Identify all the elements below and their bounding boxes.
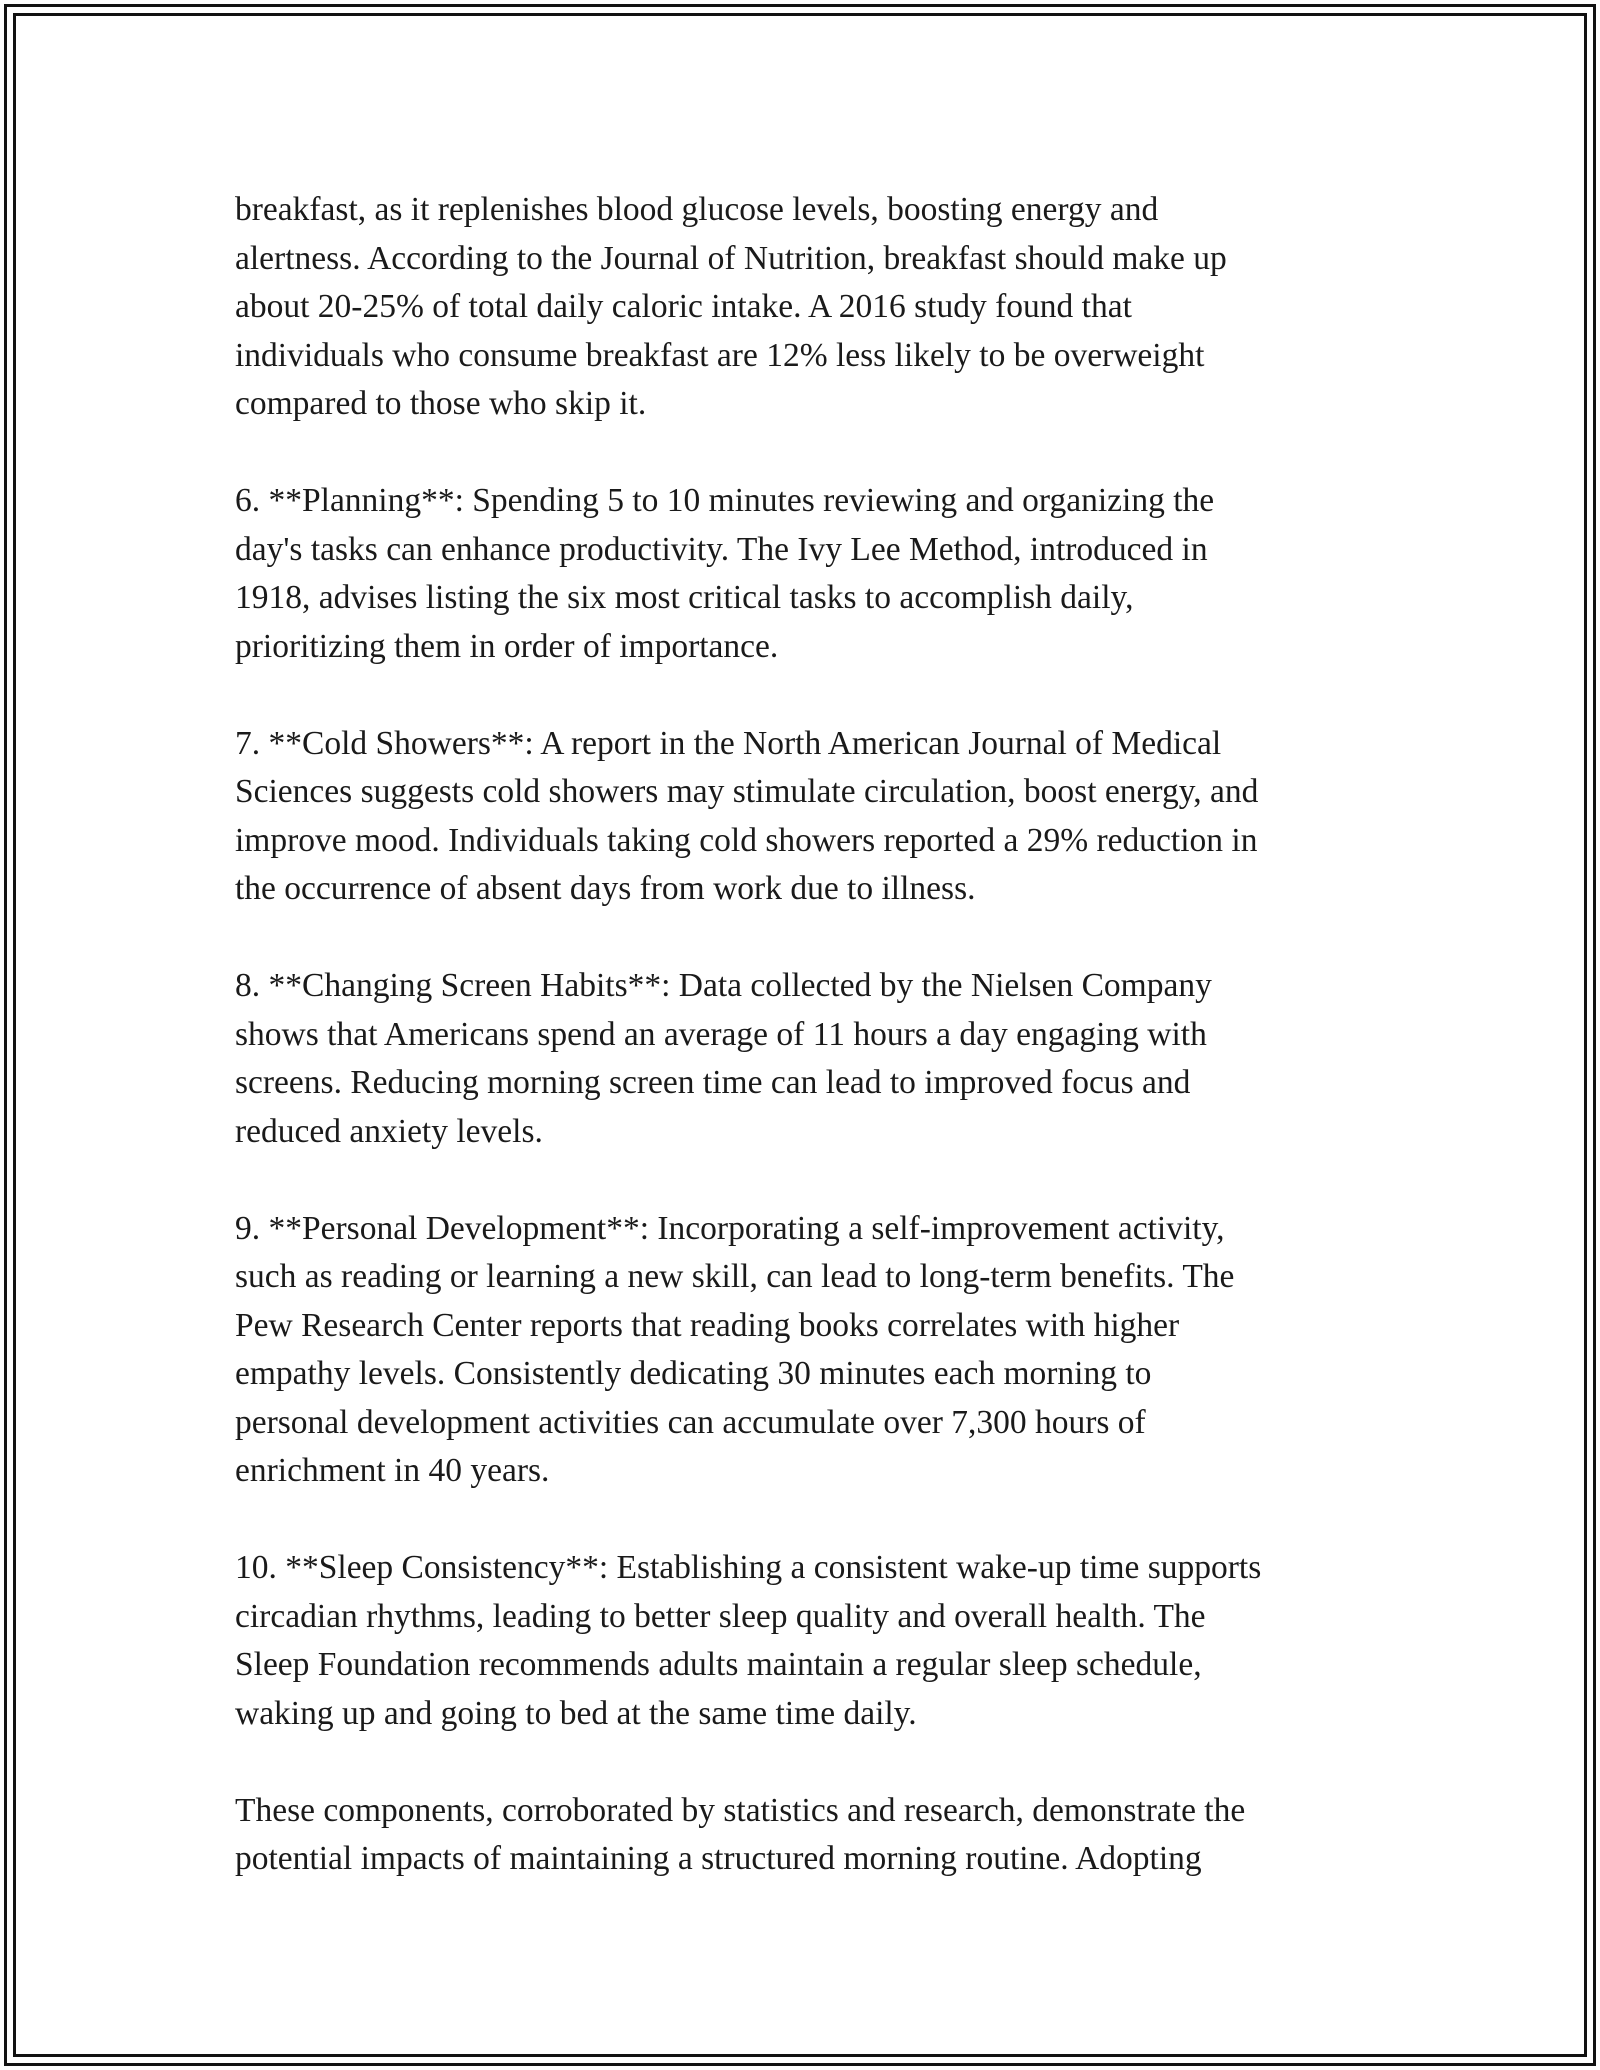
text-line: compared to those who skip it. <box>235 385 647 422</box>
text-line: about 20-25% of total daily caloric intake. A 2016 study found that <box>235 288 1132 325</box>
paragraph-item-8-screen-habits <box>235 962 1405 1156</box>
text-line: personal development activities can accumulate over 7,300 hours of <box>235 1403 1146 1441</box>
text-line: alertness. According to the Journal of Nutrition, breakfast should make up <box>235 239 1227 277</box>
text-line: These components, corroborated by statistics and research, demonstrate the <box>235 1791 1246 1829</box>
text-line: 9. **Personal Development**: Incorporating a self-improvement activity, <box>235 1209 1225 1247</box>
text-line: 8. **Changing Screen Habits**: Data collected by the Nielsen Company <box>235 967 1212 1004</box>
text-line: breakfast, as it replenishes blood glucose levels, boosting energy and <box>235 191 1159 228</box>
text-line: the occurrence of absent days from work due to illness. <box>235 870 976 907</box>
text-line: 6. **Planning**: Spending 5 to 10 minutes reviewing and organizing the <box>235 482 1215 519</box>
paragraph-item-10-sleep-consistency <box>235 1544 1405 1738</box>
text-line: prioritizing them in order of importance. <box>235 627 779 665</box>
paragraph-item-6-planning <box>235 477 1405 671</box>
text-line: potential impacts of maintaining a structured morning routine. Adopting <box>235 1840 1202 1877</box>
text-line: circadian rhythms, leading to better sleep quality and overall health. The <box>235 1597 1206 1635</box>
paragraph-item-9-personal-development <box>235 1205 1405 1496</box>
text-line: reduced anxiety levels. <box>235 1112 543 1150</box>
text-line: empathy levels. Consistently dedicating 30 minutes each morning to <box>235 1355 1152 1392</box>
text-line: day's tasks can enhance productivity. The Ivy Lee Method, introduced in <box>235 530 1208 568</box>
text-line: shows that Americans spend an average of 11 hours a day engaging with <box>235 1015 1207 1053</box>
text-line: enrichment in 40 years. <box>235 1452 550 1489</box>
text-line: improve mood. Individuals taking cold showers reported a 29% reduction in <box>235 821 1258 859</box>
paragraph-item-7-cold-showers <box>235 720 1405 914</box>
text-line: Sciences suggests cold showers may stimulate circulation, boost energy, and <box>235 773 1259 810</box>
text-line: Pew Research Center reports that reading books correlates with higher <box>235 1306 1180 1344</box>
paragraph-breakfast-continued <box>235 186 1405 429</box>
text-line: individuals who consume breakfast are 12% less likely to be overweight <box>235 336 1205 374</box>
paragraph-conclusion <box>235 1787 1405 1884</box>
text-line: screens. Reducing morning screen time can lead to improved focus and <box>235 1064 1191 1101</box>
text-line: 10. **Sleep Consistency**: Establishing a consistent wake-up time supports <box>235 1549 1262 1586</box>
text-line: such as reading or learning a new skill, can lead to long-term benefits. The <box>235 1258 1235 1295</box>
text-line: Sleep Foundation recommends adults maintain a regular sleep schedule, <box>235 1646 1202 1683</box>
text-line: waking up and going to bed at the same time daily. <box>235 1694 917 1732</box>
text-line: 1918, advises listing the six most critical tasks to accomplish daily, <box>235 579 1134 616</box>
text-line: 7. **Cold Showers**: A report in the North American Journal of Medical <box>235 724 1222 762</box>
document-body <box>235 186 1405 1932</box>
